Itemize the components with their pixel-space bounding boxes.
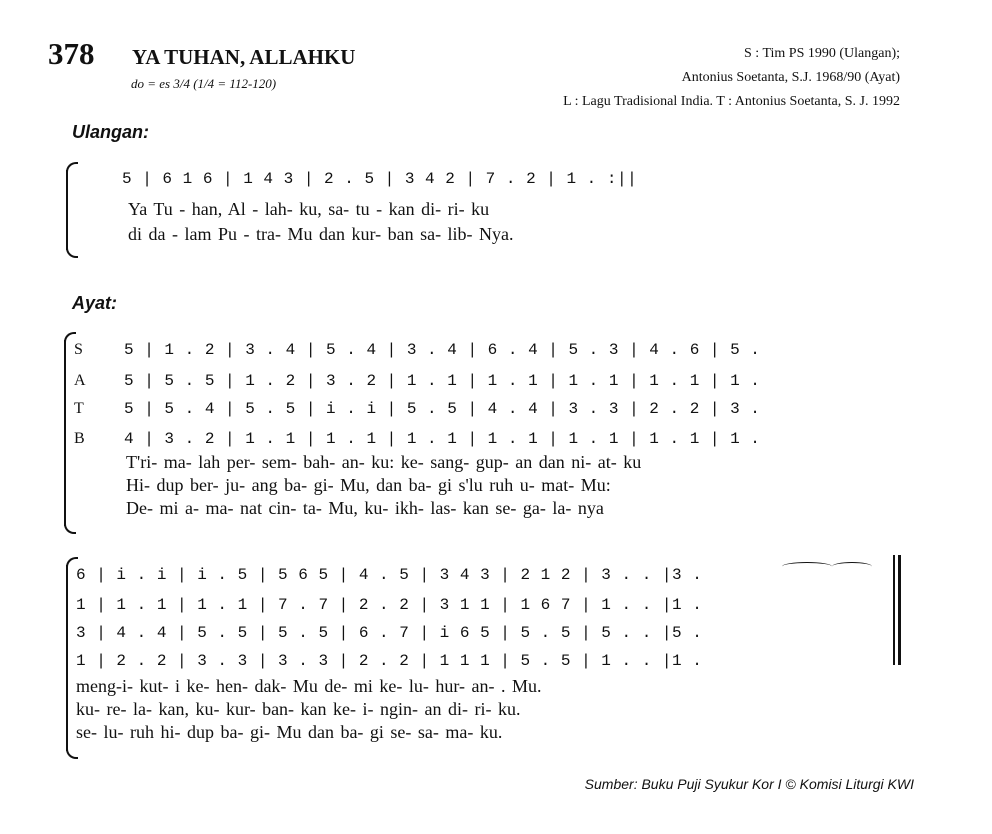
tenor-notes: 5 | 5 . 4 | 5 . 5 | i . i | 5 . 5 | 4 . 4 | 3 . 3 | 2 . 2 | 3 .: [124, 400, 761, 418]
soprano-notes: 5 | 1 . 2 | 3 . 4 | 5 . 4 | 3 . 4 | 6 . 4 | 5 . 3 | 4 . 6 | 5 .: [124, 341, 761, 359]
system2-lyric-2: ku- re- la- kan, ku- kur- ban- kan ke- i- ngin- an di- ri- ku.: [76, 699, 521, 719]
final-barline-thin: [893, 555, 895, 665]
ayat-lyric-3: De- mi a- ma- nat cin- ta- Mu, ku- ikh- las- kan se- ga- la- nya: [126, 498, 604, 518]
ulangan-label: Ulangan:: [72, 122, 150, 142]
ulangan-lyric-2: di da - lam Pu - tra- Mu dan kur- ban sa- lib- Nya.: [128, 224, 514, 244]
ulangan-notes: 5 | 6 1 6 | 1 4 3 | 2 . 5 | 3 4 2 | 7 . 2 | 1 . :||: [122, 170, 638, 188]
system2-lyric-3: se- lu- ruh hi- dup ba- gi- Mu dan ba- gi se- sa- ma- ku.: [76, 722, 503, 742]
ayat-lyric-2: Hi- dup ber- ju- ang ba- gi- Mu, dan ba- gi s'lu ruh u- mat- Mu:: [126, 475, 611, 495]
voice-label-s: S: [74, 341, 83, 358]
tie-arc-2: [832, 562, 872, 571]
ulangan-brace: [66, 170, 68, 250]
system2-tenor-notes: 3 | 4 . 4 | 5 . 5 | 5 . 5 | 6 . 7 | i 6 5 | 5 . 5 | 5 . . |5 .: [76, 624, 703, 642]
voice-label-t: T: [74, 400, 84, 417]
system2-alto-notes: 1 | 1 . 1 | 1 . 1 | 7 . 7 | 2 . 2 | 3 1 1 | 1 6 7 | 1 . . |1 .: [76, 596, 703, 614]
ayat-lyric-1: T'ri- ma- lah per- sem- bah- an- ku: ke- sang- gup- an dan ni- at- ku: [126, 452, 642, 472]
system2-brace: [66, 565, 68, 751]
final-barline-thick: [898, 555, 901, 665]
voice-label-a: A: [74, 372, 86, 389]
hymn-title: YA TUHAN, ALLAHKU: [132, 45, 356, 69]
voice-label-b: B: [74, 430, 85, 447]
ayat-brace: [64, 340, 66, 526]
credit-line-2: Antonius Soetanta, S.J. 1968/90 (Ayat): [681, 70, 900, 85]
tie-arc-1: [782, 562, 832, 571]
tempo-marking: do = es 3/4 (1/4 = 112-120): [131, 76, 277, 91]
system2-lyric-1: meng-i- kut- i ke- hen- dak- Mu de- mi ke- lu- hur- an- . Mu.: [76, 676, 542, 696]
ayat-label: Ayat:: [72, 293, 118, 313]
hymn-number: 378: [48, 36, 95, 71]
bass-notes: 4 | 3 . 2 | 1 . 1 | 1 . 1 | 1 . 1 | 1 . 1 | 1 . 1 | 1 . 1 | 1 .: [124, 430, 761, 448]
alto-notes: 5 | 5 . 5 | 1 . 2 | 3 . 2 | 1 . 1 | 1 . 1 | 1 . 1 | 1 . 1 | 1 .: [124, 372, 761, 390]
source-credit: Sumber: Buku Puji Syukur Kor I © Komisi Liturgi KWI: [584, 776, 914, 792]
credit-line-3: L : Lagu Tradisional India. T : Antonius Soetanta, S. J. 1992: [563, 94, 900, 109]
credit-line-1: S : Tim PS 1990 (Ulangan);: [744, 46, 900, 61]
system2-bass-notes: 1 | 2 . 2 | 3 . 3 | 3 . 3 | 2 . 2 | 1 1 1 | 5 . 5 | 1 . . |1 .: [76, 652, 703, 670]
system2-soprano-notes: 6 | i . i | i . 5 | 5 6 5 | 4 . 5 | 3 4 3 | 2 1 2 | 3 . . |3 .: [76, 566, 703, 584]
ulangan-lyric-1: Ya Tu - han, Al - lah- ku, sa- tu - kan di- ri- ku: [128, 199, 490, 219]
